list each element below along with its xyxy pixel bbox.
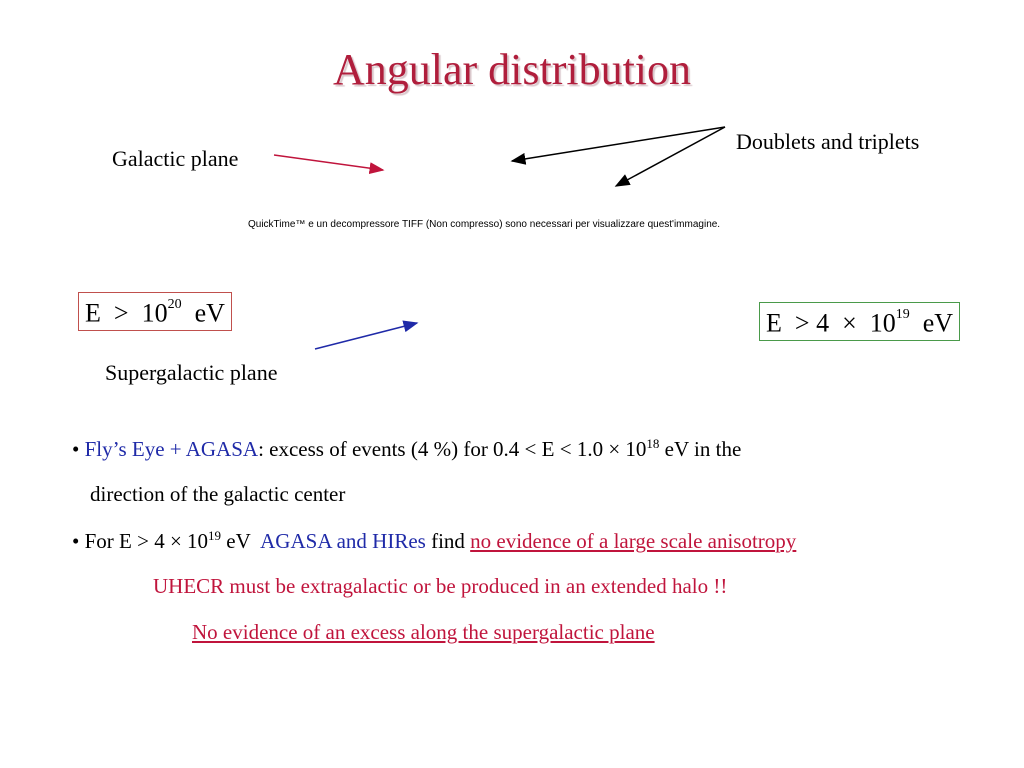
supergalactic-plane-arrow — [315, 323, 417, 349]
galactic-plane-label: Galactic plane — [112, 146, 239, 171]
supergalactic-conclusion: No evidence of an excess along the supergalactic plane — [192, 620, 655, 644]
quicktime-notice: QuickTime™ e un decompressore TIFF (Non compresso) sono necessari per visualizzare quest'immagine. — [248, 219, 721, 230]
and-text: and — [336, 529, 367, 553]
uhecr-conclusion: UHECR must be extragalactic or be produced in an extended halo !! — [153, 574, 728, 598]
bullet-flys-eye-continuation: direction of the galactic center — [90, 482, 346, 506]
doublets-triplets-label: Doublets and triplets — [736, 129, 920, 154]
hires-text: HIRes — [372, 529, 426, 553]
bullet-flys-eye-agasa: • Fly’s Eye + AGASA: excess of events (4 %) for $0.4 < E < 1.0 \times 10^{18}$ eV in the — [72, 436, 742, 461]
supergalactic-plane-label: Supergalactic plane — [105, 360, 278, 385]
anisotropy-conclusion: no evidence of a large scale anisotropy — [470, 529, 797, 553]
bullet-agasa-hires: • For $E > 4 \times 10^{19}$ eV AGASA and HIRes find no evidence of a large scale anisotropy — [72, 528, 797, 553]
slide-title: Angular distribution — [332, 45, 692, 94]
galactic-plane-arrow — [274, 155, 383, 170]
flys-eye-agasa-text: Fly’s Eye + AGASA — [84, 437, 259, 461]
energy-threshold-formula-4e19: $E > 4 \times 10^{19}$ eV — [759, 302, 960, 341]
agasa-text: AGASA — [260, 529, 332, 553]
energy-threshold-formula-1e20: $E > 10^{20}$ eV — [78, 292, 232, 331]
